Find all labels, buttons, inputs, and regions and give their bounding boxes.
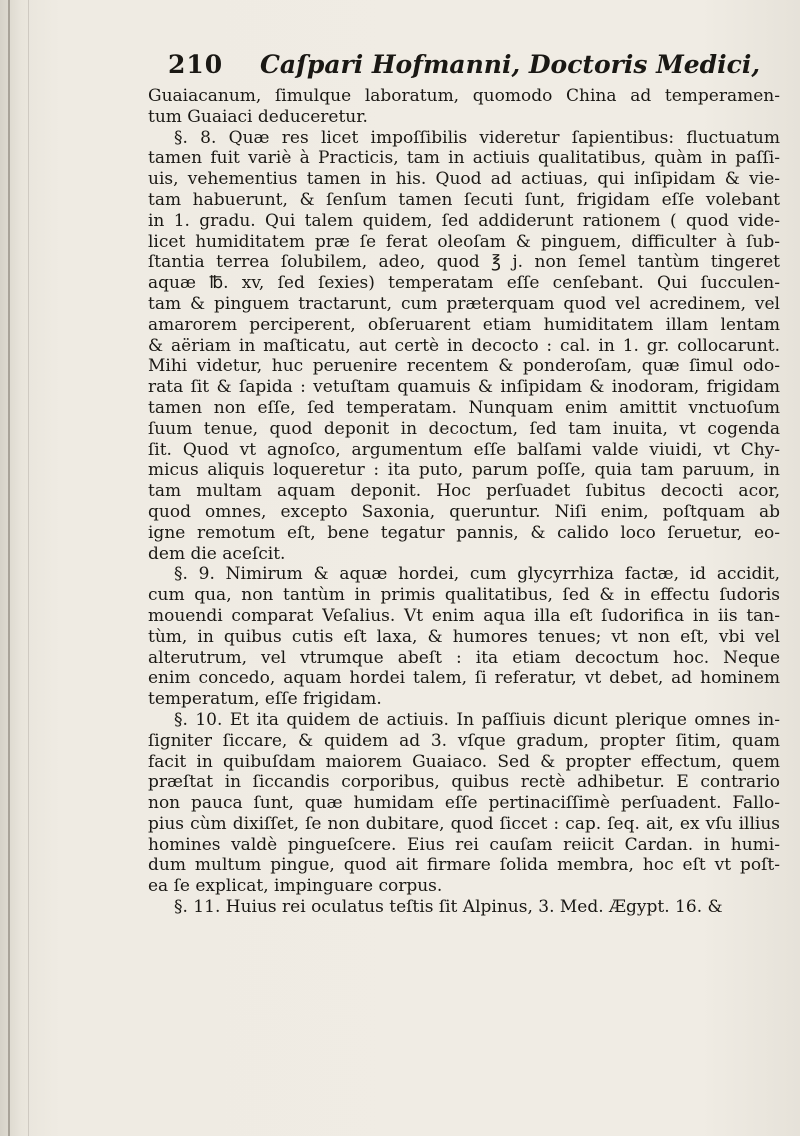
text-line: temperatum, eſſe frigidam. [148, 689, 382, 710]
text-line: tam & pinguem tractarunt, cum præterquam quod vel acredinem, vel [148, 293, 780, 314]
text-line: dum multum pingue, quod ait firmare ſolida membra, hoc eſt vt poſt- [148, 855, 780, 876]
text-line: ſtantia terrea ſolubilem, adeo, quod ℥ j. non ſemel tantùm tingeret [148, 252, 780, 273]
text-line: ſigniter ſiccare, & quidem ad 3. vſque gradum, propter ſitim, quam [148, 730, 780, 751]
text-line: tùm, in quibus cutis eſt laxa, & humores tenues; vt non eſt, vbi vel [148, 626, 780, 647]
text-line: tam multam aquam deponit. Hoc perſuadet ſubitus decocti acor, [148, 481, 780, 502]
text-line: homines valdè pingueſcere. Eius rei cauſam reiicit Cardan. in humi- [148, 834, 780, 855]
text-line: ſit. Quod vt agnoſco, argumentum eſſe balſami valde viuidi, vt Chy- [148, 439, 780, 460]
text-line: in 1. gradu. Qui talem quidem, ſed addiderunt rationem ( quod vide- [148, 210, 780, 231]
text-line: dem die aceſcit. [148, 543, 286, 564]
text-line: tum Guaiaci deduceretur. [148, 106, 368, 127]
text-line: non pauca ſunt, quæ humidam eſſe pertinaciſſimè perſuadent. Fallo- [148, 793, 780, 814]
text-line: tamen non eſſe, ſed temperatam. Nunquam enim amittit vnctuoſum [148, 397, 780, 418]
text-line: præſtat in ſiccandis corporibus, quibus rectè adhibetur. E contrario [148, 772, 780, 793]
text-line: facit in quibuſdam maiorem Guaiaco. Sed & propter effectum, quem [148, 751, 780, 772]
text-line: Mihi videtur, huc peruenire recentem & ponderoſam, quæ ſimul odo- [148, 356, 780, 377]
text-line: alterutrum, vel vtrumque abeſt : ita etiam decoctum hoc. Neque [148, 647, 780, 668]
text-line: tamen fuit variè à Practicis, tam in actiuis qualitatibus, quàm in paſſi- [148, 148, 780, 169]
text-line: & aëriam in maſticatu, aut certè in decocto : cal. in 1. gr. collocarunt. [148, 335, 780, 356]
text-line: uis, vehementius tamen in his. Quod ad actiuas, qui inſipidam & vie- [148, 169, 780, 190]
text-line: §. 10. Et ita quidem de actiuis. In paſſiuis dicunt plerique omnes in- [174, 709, 780, 730]
text-line: ſuum tenue, quod deponit in decoctum, ſed tam inuita, vt cogenda [148, 418, 780, 439]
text-line: mouendi comparat Veſalius. Vt enim aqua illa eſt ſudorifica in iis tan- [148, 605, 780, 626]
text-line: licet humiditatem præ ſe ferat oleoſam & pinguem, difficulter à ſub- [148, 231, 780, 252]
text-line: aquæ ℔. xv, ſed ſexies) temperatam eſſe cenſebant. Qui ſucculen- [148, 273, 780, 294]
text-line: §. 11. Huius rei oculatus teſtis ſit Alpinus, 3. Med. Ægypt. 16. & [174, 897, 723, 918]
text-line: Guaiacanum, ſimulque laboratum, quomodo China ad temperamen- [148, 86, 780, 106]
text-line: §. 8. Quæ res licet impoſſibilis videretur ſapientibus: fluctuatum [174, 127, 780, 148]
text-line: rata ſit & ſapida : vetuſtam quamuis & inſipidam & inodoram, frigidam [148, 377, 780, 398]
text-line: cum qua, non tantùm in primis qualitatibus, ſed & in effectu ſudoris [148, 585, 780, 606]
text-body [148, 86, 780, 918]
text-line: pius cùm dixiſſet, ſe non dubitare, quod ſiccet : cap. ſeq. ait, ex vſu illius [148, 813, 780, 834]
binding-shadow [28, 0, 29, 1136]
text-line: quod omnes, excepto Saxonia, queruntur. Niſi enim, poſtquam ab [148, 501, 780, 522]
text-line: amarorem perciperent, obſeruarent etiam humiditatem illam lentam [148, 314, 780, 335]
text-line: igne remotum eſt, bene tegatur pannis, & calido loco ſeruetur, eo- [148, 522, 780, 543]
text-line: tam habuerunt, & ſenſum tamen ſecuti ſunt, frigidam eſſe volebant [148, 189, 780, 210]
text-line: enim concedo, aquam hordei talem, ſi referatur, vt debet, ad hominem [148, 668, 780, 689]
text-line: ea ſe explicat, impinguare corpus. [148, 876, 443, 897]
page-header [168, 50, 761, 86]
text-line: §. 9. Nimirum & aquæ hordei, cum glycyrrhiza factæ, id accidit, [174, 564, 780, 585]
text-line: micus aliquis loqueretur : ita puto, parum poſſe, quia tam paruum, in [148, 460, 780, 481]
running-head: Caſpari Hofmanni, Doctoris Medici, [260, 50, 761, 79]
binding-edge [8, 0, 10, 1136]
page-number: 210 [168, 50, 224, 79]
